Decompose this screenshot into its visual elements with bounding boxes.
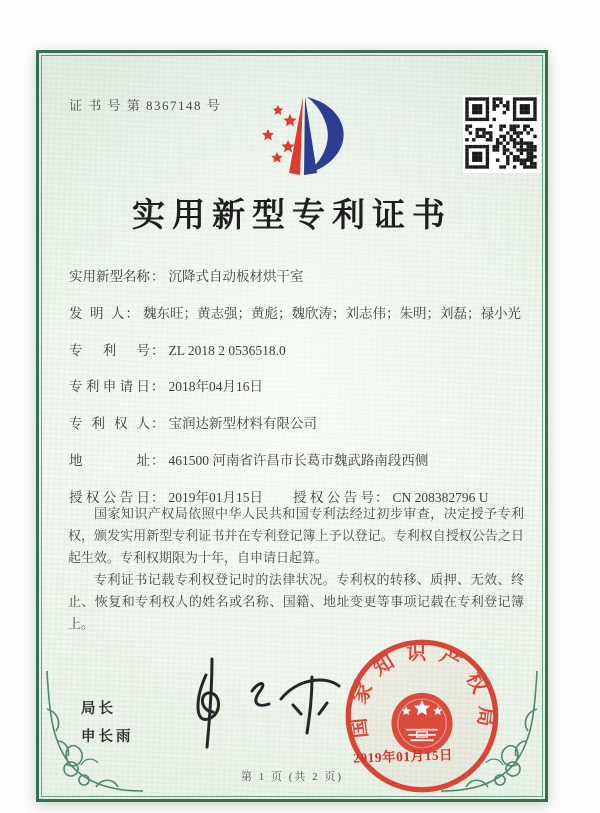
grant-number-label: 授权公告号 [293, 489, 374, 505]
field-value: 2018年04月16日 [168, 379, 263, 395]
director-signature-handwriting-icon [149, 649, 364, 764]
qr-code [463, 95, 541, 173]
director-name: 申长雨 [81, 729, 134, 746]
field-row: 专利号 ： ZL 2018 2 0536518.0 [69, 339, 521, 359]
director-title: 局长 [81, 701, 116, 717]
field-label: 地址 [69, 452, 150, 468]
seal-date: 2019年01月15日 [352, 747, 454, 766]
field-row: 专利申请日 ： 2018年04月16日 [69, 375, 521, 395]
field-row: 专利权人 ： 宝润达新型材料有限公司 [69, 412, 521, 432]
field-label: 发明人 [69, 305, 125, 321]
grant-row: 授权公告日 ： 2019年01月15日 授权公告号 ： CN 208382796 U [69, 486, 521, 506]
field-label: 专利权人 [69, 416, 150, 432]
field-label: 实用新型名称 [69, 269, 150, 284]
grant-date-label: 授权公告日 [69, 489, 150, 505]
seal-ring-text: 国家知识产权局 [346, 642, 498, 740]
body-paragraph-2: 专利证书记载专利权登记时的法律状况。专利权的转移、质押、无效、终止、恢复和专利权人的姓名或名称、国籍、地址变更等事项记载在专利登记簿上。 [68, 572, 524, 632]
floral-corner-ornament-right-icon [439, 669, 543, 795]
field-list [69, 265, 521, 523]
field-value: 461500 河南省许昌市长葛市魏武路南段西侧 [168, 452, 429, 468]
page-footer: 第 1 页 (共 2 页) [240, 771, 344, 783]
floral-corner-ornament-left-icon [41, 669, 145, 795]
field-label: 专利号 [69, 342, 150, 358]
field-value: ZL 2018 2 0536518.0 [168, 342, 286, 358]
field-value: 宝润达新型材料有限公司 [168, 416, 317, 432]
patent-certificate [36, 50, 548, 802]
grant-number-value: CN 208382796 U [392, 489, 489, 505]
grant-date-value: 2019年01月15日 [168, 489, 263, 505]
cnipa-logo-icon [241, 87, 363, 183]
field-value: 魏东旺；黄志强；黄彪；魏欣涛；刘志伟；朱明；刘磊；禄小光 [143, 305, 521, 321]
body-paragraph-1: 国家知识产权局依照中华人民共和国专利法经过初步审查，决定授予专利权，颁发实用新型专利证书并在专利登记簿上予以登记。专利权自授权公告之日起生效。专利权期限为十年，自申请日起算。 [68, 506, 524, 566]
field-row: 发明人 ： 魏东旺；黄志强；黄彪；魏欣涛；刘志伟；朱明；刘磊；禄小光 [69, 302, 521, 322]
logo-stars [262, 105, 297, 163]
certificate-title: 实用新型专利证书 [132, 198, 452, 234]
certificate-body [68, 503, 524, 636]
field-label: 专利申请日 [69, 379, 150, 395]
certificate-number: 证 书 号 第 8367148 号 [69, 98, 222, 113]
field-row: 实用新型名称 ： 沉降式自动板材烘干室 [69, 265, 521, 285]
field-row: 地址 ： 461500 河南省许昌市长葛市魏武路南段西侧 [69, 449, 521, 469]
field-value: 沉降式自动板材烘干室 [168, 269, 304, 284]
